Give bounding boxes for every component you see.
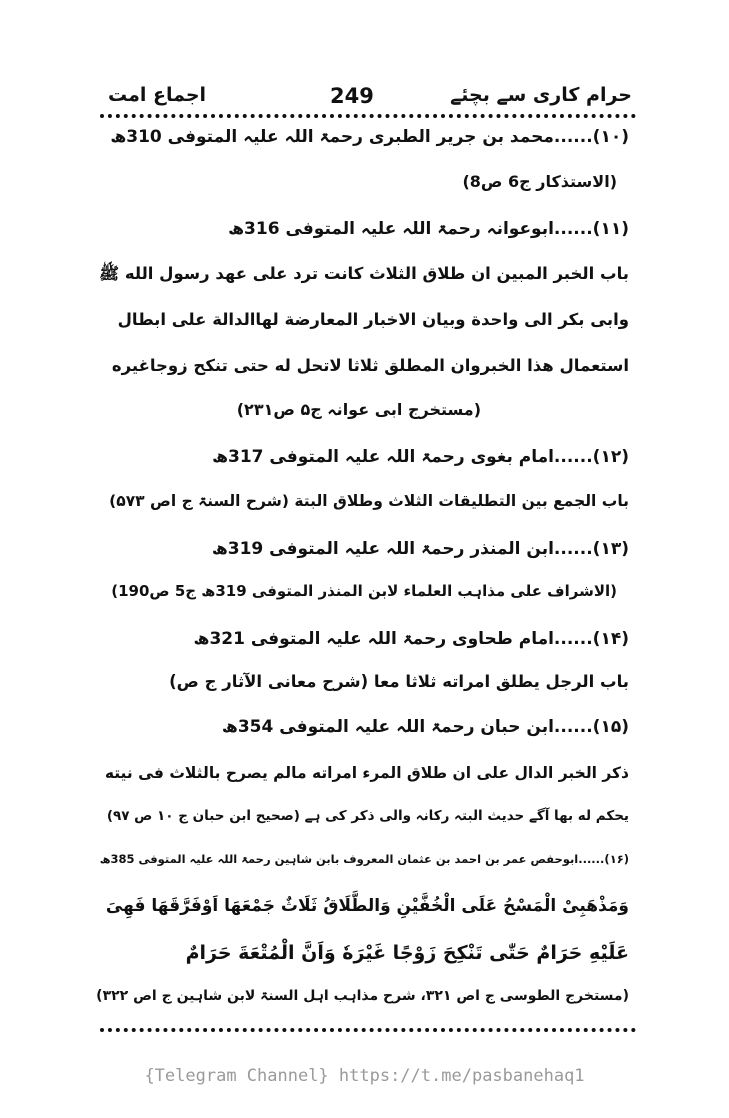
entry-15-heading: (۱۵)......ابن حبان رحمۃ اللہ علیہ المتوفی 354ھ [221, 717, 629, 737]
entry-16-quote-line-1: وَمَذْهَبِیْ الْمَسْحُ عَلَی الْخُفَّیْنِ وَالطَّلَاقُ ثَلَاثٌ جَمْعَهَا اَوْفَرَّقَهَا فَهِیَ [105, 896, 629, 916]
page-header [100, 84, 636, 114]
entry-12-text: باب الجمع بین التطلیقات الثلاث وطلاق البتة (شرح السنۃ ج اص ۵۷۳) [109, 492, 629, 510]
entry-16-quote-line-2: عَلَیْهِ حَرَامٌ حَتّٰی تَنْکِحَ زَوْجًا غَیْرَهٗ وَاَنَّ الْمُتْعَةَ حَرَامٌ [185, 942, 629, 964]
entry-16-reference: (مستخرج الطوسی ج اص ۳۲۱، شرح مذاہب اہل السنۃ لابن شاہین ج اص ۳۲۲) [96, 988, 629, 1004]
entry-13-heading: (۱۳)......ابن المنذر رحمۃ اللہ علیہ المتوفی 319ھ [211, 539, 629, 559]
header-section-title: اجماع امت [108, 84, 207, 106]
entry-14-text: باب الرجل یطلق امراته ثلاثا معا (شرح معانی الآثار ج ص) [169, 672, 629, 691]
page-number: 249 [330, 84, 374, 108]
entry-11-text-line-2: وابی بکر الی واحدة وبیان الاخبار المعارضة لهاالدالة علی ابطال [117, 310, 629, 329]
entry-11-text-line-3: استعمال هذا الخبروان المطلق ثلاثا لاتحل له حتی تنکح زوجاغیره [111, 356, 629, 375]
entry-13-reference: (الاشراف علی مذاہب العلماء لابن المنذر المتوفی 319ھ ج5 ص190) [111, 582, 617, 600]
header-book-title: حرام کاری سے بچئے [450, 84, 632, 106]
footer-divider [100, 1028, 636, 1032]
entry-10-reference: (الاستذکار ج6 ص8) [462, 172, 617, 191]
entry-10-heading: (۱۰)......محمد بن جریر الطبری رحمۃ اللہ علیہ المتوفی 310ھ [110, 127, 629, 147]
entry-15-text-line-2: یحکم له بها آگے حدیث البتہ رکانہ والی ذکر کی ہے (صحیح ابن حبان ج ۱۰ ص ۹۷) [106, 808, 629, 824]
entry-15-text-line-1: ذکر الخبر الدال علی ان طلاق المرء امراته مالم یصرح بالثلاث فی نیته [104, 764, 629, 782]
entry-12-heading: (۱۲)......امام بغوی رحمۃ اللہ علیہ المتوفی 317ھ [212, 447, 629, 467]
entry-11-reference: (مستخرج ابی عوانہ ج۵ ص۲۳۱) [236, 400, 481, 419]
telegram-watermark: {Telegram Channel} https://t.me/pasbanehaq1 [144, 1066, 585, 1086]
header-divider [100, 114, 636, 118]
entry-11-text-line-1: باب الخبر المبین ان طلاق الثلاث کانت ترد علی عهد رسول الله ﷺ [99, 264, 629, 283]
entry-14-heading: (۱۴)......امام طحاوی رحمۃ اللہ علیہ المتوفی 321ھ [193, 629, 629, 649]
entry-16-heading: (۱۶)......ابوحفص عمر بن احمد بن عثمان المعروف بابن شاہین رحمۃ اللہ علیہ المتوفی 385ھ [99, 852, 629, 866]
entry-11-heading: (۱۱)......ابوعوانہ رحمۃ اللہ علیہ المتوفی 316ھ [228, 219, 629, 239]
